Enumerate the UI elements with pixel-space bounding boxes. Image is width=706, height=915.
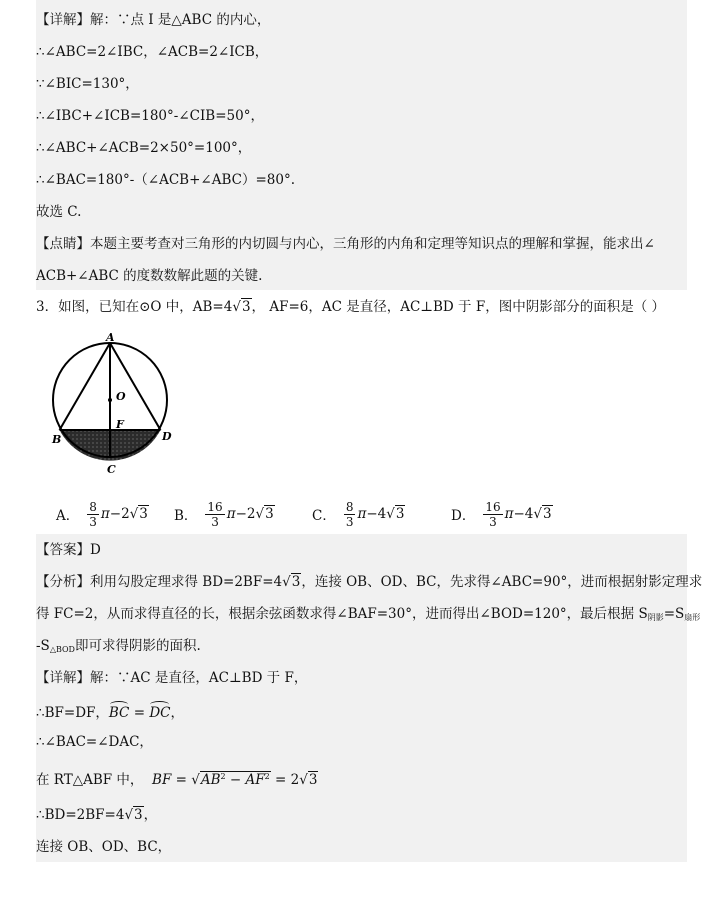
detail-line-4	[36, 768, 318, 789]
math-var: BF	[152, 772, 172, 788]
denominator: 3	[345, 514, 354, 529]
fraction	[205, 500, 224, 529]
detail-line-6: 连接 OB、OD、BC，	[36, 839, 172, 855]
coefficient: 2	[121, 506, 130, 522]
coefficient: 4	[524, 506, 534, 522]
radicand: 3	[291, 574, 301, 590]
explain-line-8	[36, 235, 655, 253]
pi-symbol: π	[357, 506, 367, 522]
radicand: 3	[543, 506, 552, 522]
radicand: 3	[139, 506, 148, 522]
denominator: 3	[211, 514, 219, 529]
analysis-line-3	[36, 637, 201, 659]
analysis-text: 利用勾股定理求得 BD=2BF=4	[90, 574, 283, 590]
analysis-text-tail: ，连接 OB、OD、BC，先求得∠ABC=90°，进而根据射影定理求	[301, 574, 703, 590]
subscript: 阴影	[647, 613, 664, 622]
answer-value: D	[90, 542, 101, 558]
option-label: D．	[451, 508, 476, 524]
detail-tag: 【详解】	[36, 12, 90, 28]
detail-line-5	[36, 806, 157, 824]
radicand: 3	[265, 506, 274, 522]
sqrt-expression: √3	[129, 506, 148, 522]
equals-sign: =	[129, 705, 150, 721]
analysis-tag: 【分析】	[36, 574, 90, 590]
radicand: 3	[395, 506, 405, 522]
fraction	[87, 500, 99, 529]
denominator: 3	[89, 514, 97, 529]
analysis-text: =S	[663, 606, 685, 622]
minus-sign: −	[235, 506, 247, 522]
segment-ad	[110, 343, 161, 430]
option-c[interactable]	[312, 496, 405, 532]
explain-text: 解：∵点 I 是△ABC 的内心，	[90, 12, 271, 28]
detail-text: 在 RT△ABF 中，	[36, 772, 144, 788]
explain-line-3: ∵∠BIC=130°，	[36, 76, 139, 92]
question-text-tail: ， AF=6，AC 是直径，AC⊥BD 于 F，图中阴影部分的面积是（ ）	[251, 299, 665, 315]
minus-sign: −	[109, 506, 122, 522]
math-var: AB	[200, 772, 221, 788]
label-d: D	[162, 430, 172, 443]
detail-text: ∴BF=DF，	[36, 705, 109, 721]
numerator: 8	[89, 499, 97, 514]
label-o: O	[116, 390, 126, 403]
label-b: B	[52, 433, 62, 446]
analysis-text: 得 FC=2，从而求得直径的长，根据余弦函数求得∠BAF=30°，进而得出∠BOD=120°，最后根据 S	[36, 606, 648, 622]
sqrt-expression: $√AB^2 - AF^2$	[191, 772, 270, 788]
sqrt-expression: √3	[386, 506, 405, 522]
circle-figure	[40, 330, 180, 480]
comment-text: 本题主要考查对三角形的内切圆与内心，三角形的内角和定理等知识点的理解和掌握，能求出∠	[90, 236, 655, 252]
sqrt-expression: √3	[299, 772, 318, 788]
sqrt-expression: √3	[232, 299, 251, 315]
arc-bc: BC	[109, 701, 130, 722]
radicand: 3	[134, 807, 143, 823]
explain-line-6: ∴∠BAC=180°-（∠ACB+∠ABC）=80°.	[36, 172, 296, 188]
explain-line-2: ∴∠ABC=2∠IBC，∠ACB=2∠ICB，	[36, 44, 269, 60]
label-f: F	[116, 418, 124, 431]
answer-line	[36, 541, 101, 559]
option-d[interactable]	[451, 496, 553, 532]
denominator: 3	[489, 514, 497, 529]
subscript: △BOD	[49, 645, 75, 654]
coefficient: 2	[246, 506, 256, 522]
answer-tag: 【答案】	[36, 542, 90, 558]
detail-text: ∴BD=2BF=4	[36, 807, 125, 823]
detail-tag: 【详解】	[36, 670, 90, 686]
minus-sign: −	[366, 506, 378, 522]
math-var: AF	[245, 772, 265, 788]
comment-tag: 【点睛】	[36, 236, 90, 252]
explain-line-5: ∴∠ABC+∠ACB=2×50°=100°，	[36, 140, 252, 156]
equals-sign: = 2	[270, 772, 300, 788]
detail-text: 解：∵AC 是直径，AC⊥BD 于 F，	[90, 670, 308, 686]
sqrt-expression: √3	[282, 574, 301, 590]
detail-line-3: ∴∠BAC=∠DAC，	[36, 734, 153, 750]
minus-sign: −	[225, 772, 246, 788]
fraction	[344, 500, 356, 529]
fraction	[483, 500, 502, 529]
pi-symbol: π	[100, 506, 110, 522]
analysis-text-tail: 即可求得阴影的面积.	[74, 638, 201, 654]
pi-symbol: π	[504, 506, 514, 522]
subscript: 扇形	[684, 613, 701, 622]
detail-line-2	[36, 701, 184, 722]
minus-sign: −	[513, 506, 525, 522]
pi-symbol: π	[226, 506, 236, 522]
analysis-text: -S	[36, 638, 50, 654]
radicand	[200, 771, 271, 788]
segment-ab	[60, 343, 111, 430]
detail-text: ，	[143, 807, 158, 823]
label-a: A	[106, 331, 115, 344]
analysis-line-2	[36, 605, 700, 627]
sqrt-expression: √3	[533, 506, 552, 522]
analysis-line-1	[36, 573, 702, 591]
coefficient: 4	[377, 506, 387, 522]
numerator: 16	[485, 499, 501, 514]
arc-dc: DC	[149, 701, 170, 722]
option-label: B．	[174, 508, 198, 524]
sqrt-expression: √3	[255, 506, 274, 522]
explain-line-9: ACB+∠ABC 的度数数解此题的关键.	[36, 268, 263, 284]
option-label: A．	[56, 508, 80, 524]
question-3	[36, 298, 665, 316]
exponent: 2	[264, 772, 270, 781]
explain-line-7: 故选 C.	[36, 204, 82, 220]
label-c: C	[107, 463, 116, 476]
option-label: C．	[312, 508, 336, 524]
question-text: 3．如图，已知在⊙O 中，AB=4	[36, 299, 233, 315]
option-b[interactable]	[174, 496, 275, 532]
radicand: 3	[241, 299, 251, 315]
numerator: 16	[207, 499, 223, 514]
exponent: 2	[220, 772, 226, 781]
explain-line-1	[36, 11, 270, 29]
detail-line-1	[36, 669, 307, 687]
equals-sign: =	[171, 772, 192, 788]
radicand: 3	[308, 772, 318, 788]
explain-line-4: ∴∠IBC+∠ICB=180°-∠CIB=50°，	[36, 108, 264, 124]
detail-text: ，	[170, 705, 184, 721]
option-a[interactable]	[56, 496, 149, 532]
center-dot	[108, 398, 112, 402]
numerator: 8	[345, 499, 354, 514]
sqrt-expression: √3	[124, 807, 143, 823]
